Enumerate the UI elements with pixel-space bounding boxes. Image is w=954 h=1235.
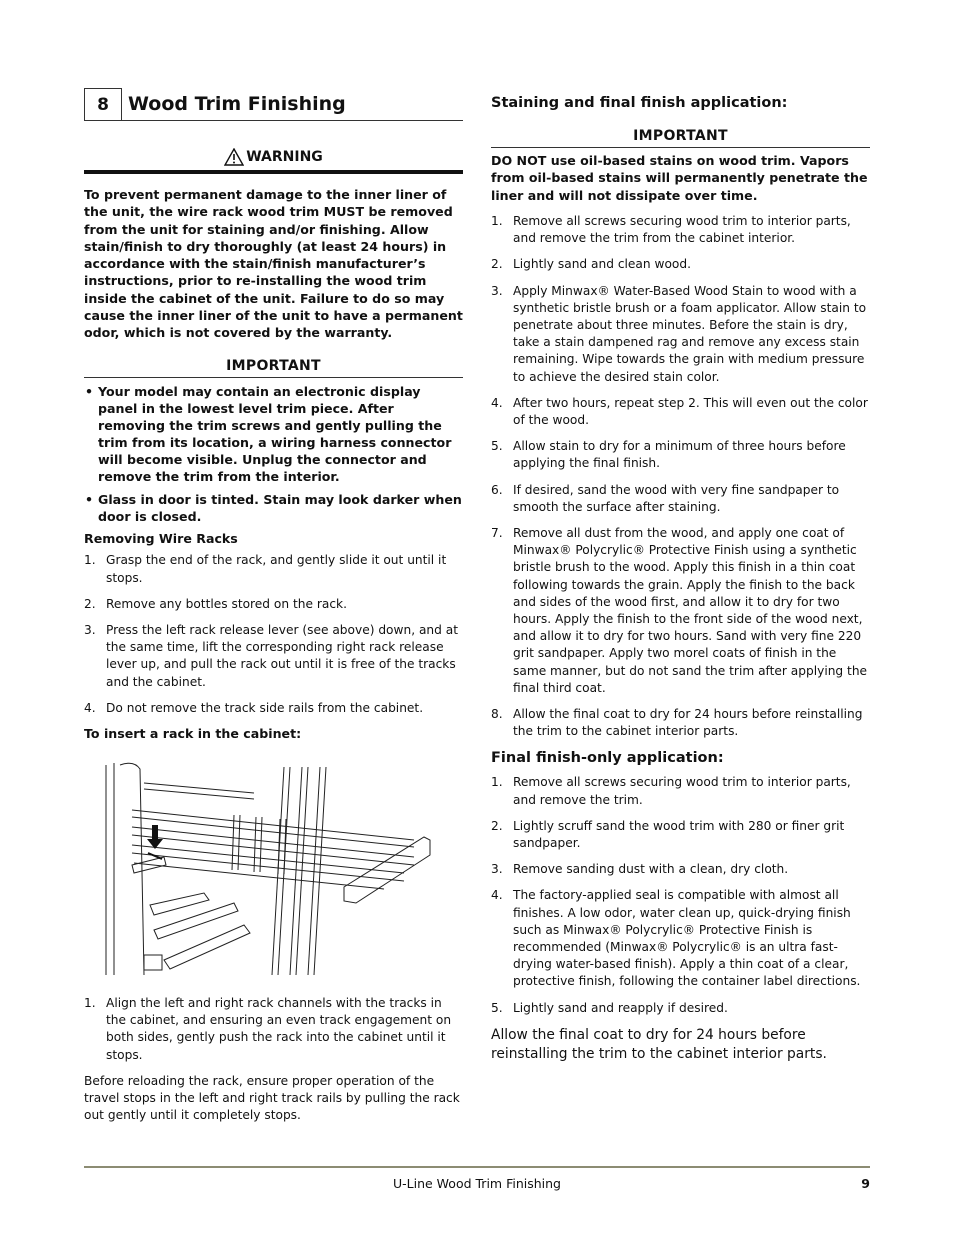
warning-rule	[84, 170, 463, 174]
closing-text: Allow the final coat to dry for 24 hours before reinstalling the trim to the cabinet interior parts.	[491, 1026, 827, 1062]
inserting-steps	[84, 995, 463, 1064]
list-item: 2. Lightly sand and clean wood.	[491, 257, 691, 272]
footer-title: U-Line Wood Trim Finishing	[393, 1176, 561, 1191]
warning-icon	[224, 148, 244, 166]
list-item: 8. Allow the final coat to dry for 24 hours before reinstalling the trim to the cabinet interior parts.	[491, 706, 863, 739]
list-item: 4. Do not remove the track side rails from the cabinet.	[84, 700, 424, 715]
list-item: 3. Apply Minwax® Water-Based Wood Stain to wood with a synthetic bristle brush or a foam applicator. Allow stain to penetrate about three minutes. Before the stain is dry, take a stain dampened rag and remove any excess stain remaining. Wipe towards the grain with medium pressure to achieve the desired stain color.	[491, 283, 867, 384]
list-item: 1. Remove all screws securing wood trim to interior parts, and remove the trim from the cabinet interior.	[491, 213, 851, 246]
footer-rule	[84, 1166, 870, 1168]
list-item: 1. Remove all screws securing wood trim to interior parts, and remove the trim.	[491, 775, 851, 807]
final-only-steps	[491, 774, 870, 1016]
list-item: 1. Grasp the end of the rack, and gently slide it out until it stops.	[84, 553, 447, 585]
list-item: 6. If desired, sand the wood with very fine sandpaper to smooth the surface after staining.	[491, 482, 840, 514]
right-column	[491, 88, 870, 1064]
list-item: 7. Remove all dust from the wood, and apply one coat of Minwax® Polycrylic® Protective Finish using a synthetic bristle brush to the wood. Apply this finish in a thin coat following towards the grain. Apply the finish to the back and sides of the wood first, and allow it to dry for two hours. Apply the finish to the front side of the wood next, and allow it to dry for two hours. Sand with very fine 220 grit sandpaper. Apply two morel coats of finish in the same manner, but do not sand the trim after applying the final third coat.	[491, 525, 868, 695]
removing-heading: Removing Wire Racks	[84, 531, 238, 547]
section-title: Wood Trim Finishing	[128, 93, 346, 115]
page-number: 9	[861, 1176, 870, 1191]
list-item: 1. Align the left and right rack channels with the tracks in the cabinet, and ensuring an even track engagement on both sides, gently push the rack into the cabinet until it stops.	[84, 996, 452, 1062]
important-bullets	[84, 383, 463, 526]
bullet-dot: •	[85, 383, 94, 399]
final-only-heading: Final finish-only application:	[491, 750, 724, 767]
list-item: 2. Lightly scruff sand the wood trim with 280 or finer grit sandpaper.	[491, 818, 845, 850]
list-item: • Your model may contain an electronic display panel in the lowest level trim piece. After removing the trim screws and gently pulling the trim from its location, a wiring harness connector will become visible. Unplug the connector and remove the trim from the interior.	[85, 383, 452, 485]
list-item: 2. Remove any bottles stored on the rack.	[84, 596, 347, 611]
list-item: 5. Lightly sand and reapply if desired.	[491, 1000, 728, 1015]
warning-text: To prevent permanent damage to the inner liner of the unit, the wire rack wood trim MUST be removed from the unit for staining and/or finishing. Allow stain/finish to dry thoroughly (at least 24 hours) in accordance with the stain/finish manufacturer’s instructions, prior to re-installing the wood trim inside the cabinet of the unit. Failure to do so may cause the inner liner of the unit to have a permanent odor, which is not covered by the warranty.	[84, 187, 463, 341]
list-item: 3. Remove sanding dust with a clean, dry cloth.	[491, 862, 789, 877]
section-header	[84, 88, 463, 121]
staining-steps	[491, 213, 870, 740]
list-item: 3. Press the left rack release lever (see above) down, and at the same time, lift the corresponding right rack release lever up, and pull the rack out until it is free of the tracks and the cabinet.	[84, 623, 459, 689]
list-item: • Glass in door is tinted. Stain may look darker when door is closed.	[85, 492, 462, 525]
important-text: DO NOT use oil-based stains on wood trim. Vapors from oil-based stains will permanently penetrate the liner and will not dissipate over time.	[491, 153, 868, 203]
important-header: IMPORTANT	[491, 128, 870, 148]
rack-illustration	[84, 755, 463, 977]
bullet-dot: •	[85, 492, 94, 508]
inserting-heading: To insert a rack in the cabinet:	[84, 726, 302, 742]
list-item: 4. The factory-applied seal is compatible with almost all finishes. A low odor, water clean up, quick-drying finish such as Minwax® Polycrylic® Protective Finish is recommended (Minwax® Polycrylic® is an ultra fast-drying water-based finish). Apply a thin coat of a clear, protective finish, following the container label directions.	[491, 888, 861, 989]
list-item: 5. Allow stain to dry for a minimum of three hours before applying the final finish.	[491, 439, 846, 471]
inserting-after-text: Before reloading the rack, ensure proper operation of the travel stops in the left and right track rails by pulling the rack out gently until it completely stops.	[84, 1073, 460, 1123]
warning-label: WARNING	[246, 149, 323, 165]
warning-header	[84, 146, 463, 168]
list-item: 4. After two hours, repeat step 2. This will even out the color of the wood.	[491, 395, 868, 427]
section-number: 8	[84, 88, 122, 120]
removing-steps	[84, 552, 463, 717]
important-header: IMPORTANT	[84, 358, 463, 378]
left-column	[84, 88, 463, 1124]
staining-heading: Staining and final finish application:	[491, 95, 788, 111]
